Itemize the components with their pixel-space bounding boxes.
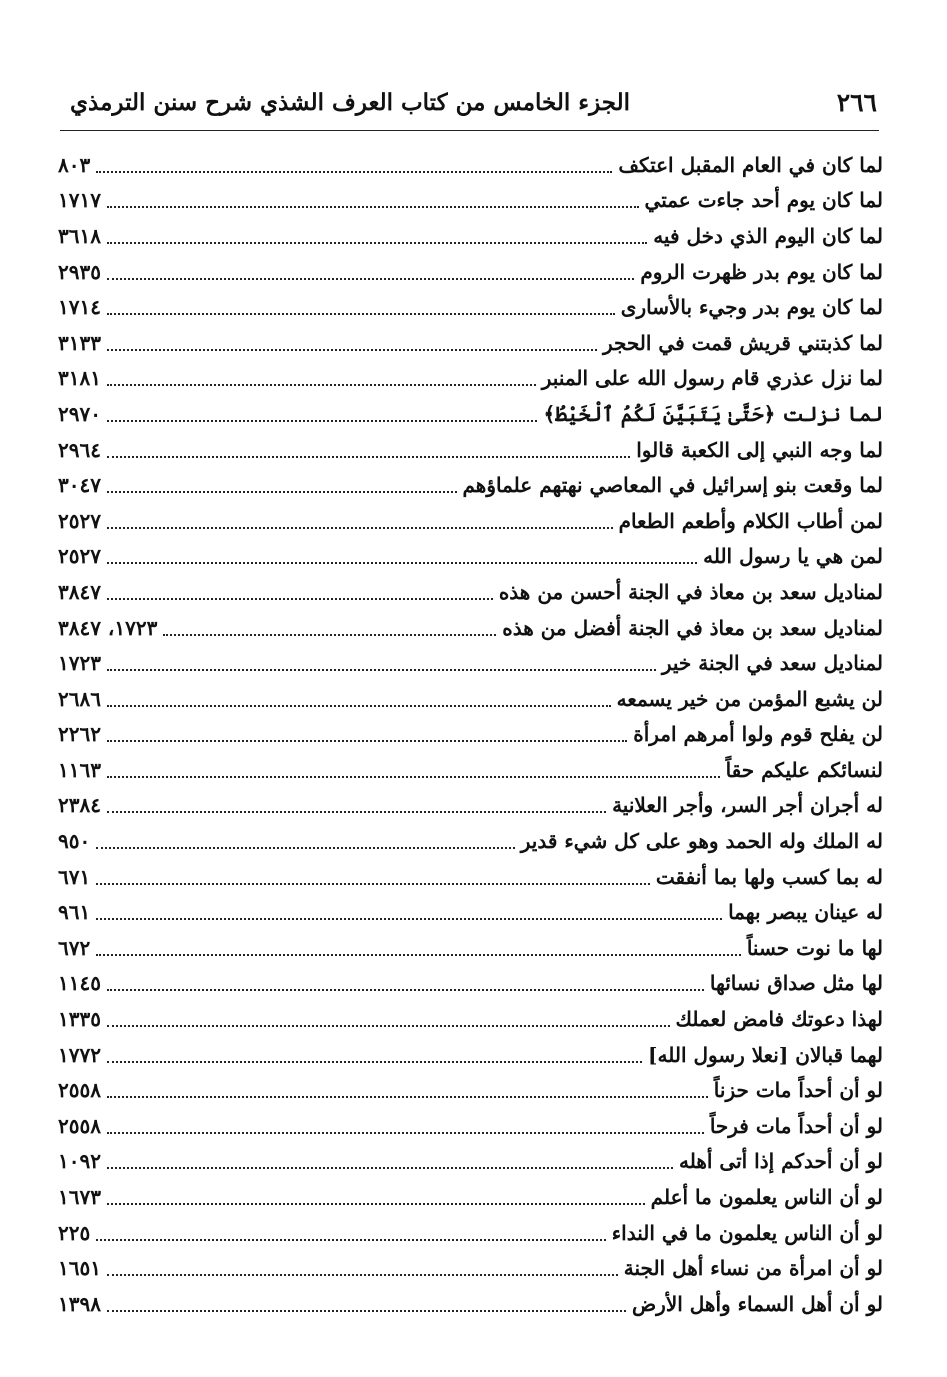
index-entry: [58, 788, 883, 824]
entry-reference-number: ١٧٧٢: [58, 1042, 101, 1067]
entry-text: له أجران أجر السر، وأجر العلانية: [612, 793, 883, 818]
index-entry: [58, 254, 883, 290]
index-entry: [58, 218, 883, 254]
dot-leader: [96, 1239, 606, 1241]
entry-reference-number: ٢٣٨٤: [58, 793, 101, 818]
entry-reference-number: ٨٠٣: [58, 152, 91, 177]
index-entry: [58, 574, 883, 610]
dot-leader: [107, 491, 457, 493]
index-entry: [58, 1037, 883, 1073]
dot-leader: [107, 740, 627, 742]
page-number: ٢٦٦: [836, 87, 877, 117]
index-entry: [58, 1001, 883, 1037]
entry-text: لما كان يوم بدر ظهرت الروم: [640, 259, 883, 284]
entry-reference-number: ١٣٣٥: [58, 1007, 101, 1032]
dot-leader: [107, 242, 647, 244]
entry-text: لما نزلت ﴿حَتَّىٰ يَتَبَيَّنَ لَكُمُ ٱلْخَيْطُ﴾: [543, 401, 883, 426]
entry-text: لو أن الناس يعلمون ما في النداء: [611, 1220, 883, 1245]
entry-text: لهذا دعوتك فامض لعملك: [675, 1007, 883, 1032]
entry-text: لمن هي يا رسول الله: [703, 544, 883, 569]
entry-reference-number: ٢٥٢٧: [58, 544, 101, 569]
dot-leader: [107, 313, 615, 315]
dot-leader: [96, 954, 741, 956]
entry-reference-number: ٢٦٨٦: [58, 686, 101, 711]
index-entry: [58, 147, 883, 183]
entry-reference-number: ١٠٩٢: [58, 1149, 101, 1174]
entry-text: لما نزل عذري قام رسول الله على المنبر: [541, 366, 883, 391]
index-entry: [58, 681, 883, 717]
index-entry: [58, 361, 883, 397]
index-entry: [58, 325, 883, 361]
entry-text: لها مثل صداق نسائها: [709, 971, 883, 996]
entry-reference-number: ١١٦٣: [58, 757, 101, 782]
entry-reference-number: ٦٧١: [58, 864, 91, 889]
dot-leader: [107, 705, 611, 707]
entry-text: لمن أطاب الكلام وأطعم الطعام: [618, 508, 883, 533]
dot-leader: [107, 598, 493, 600]
entry-text: لمناديل سعد في الجنة خير: [661, 651, 883, 676]
entry-reference-number: ١٦٧٣: [58, 1185, 101, 1210]
entry-reference-number: ٣١٨١: [58, 366, 101, 391]
index-entry: [58, 432, 883, 468]
index-entry: [58, 610, 883, 646]
header-rule: [60, 130, 879, 131]
index-entry: [58, 859, 883, 895]
entry-text: لو أن أحدكم إذا أتى أهله: [679, 1149, 883, 1174]
entry-reference-number: ١٧٢٣، ٣٨٤٧: [58, 615, 158, 640]
entry-reference-number: ٣٦١٨: [58, 223, 101, 248]
dot-leader: [107, 384, 536, 386]
entry-reference-number: ٦٧٢: [58, 935, 91, 960]
index-entry: [58, 1144, 883, 1180]
index-entry: [58, 1286, 883, 1322]
index-entry: [58, 823, 883, 859]
entry-reference-number: ٢٩٧٠: [58, 401, 101, 426]
index-entries: [58, 147, 883, 1322]
dot-leader: [107, 1096, 708, 1098]
page-header: [70, 82, 877, 122]
entry-reference-number: ٢٩٣٥: [58, 259, 101, 284]
entry-reference-number: ٢٢٥: [58, 1220, 91, 1245]
dot-leader: [96, 171, 612, 173]
dot-leader: [107, 1167, 673, 1169]
dot-leader: [107, 776, 720, 778]
entry-text: لما وقعت بنو إسرائيل في المعاصي نهتهم علماؤهم: [462, 473, 883, 498]
dot-leader: [107, 1132, 704, 1134]
dot-leader: [107, 1025, 670, 1027]
entry-reference-number: ١٣٩٨: [58, 1291, 101, 1316]
index-entry: [58, 289, 883, 325]
index-entry: [58, 752, 883, 788]
entry-text: لما كان اليوم الذي دخل فيه: [653, 223, 883, 248]
entry-reference-number: ١٧١٤: [58, 295, 101, 320]
entry-text: له عينان يبصر بهما: [728, 900, 883, 925]
entry-text: لو أن أحداً مات فرحاً: [709, 1113, 883, 1138]
dot-leader: [163, 634, 496, 636]
entry-text: لو أن أحداً مات حزناً: [713, 1078, 883, 1103]
index-entry: [58, 717, 883, 753]
entry-reference-number: ٩٦١: [58, 900, 91, 925]
index-entry: [58, 396, 883, 432]
index-entry: [58, 503, 883, 539]
dot-leader: [96, 847, 515, 849]
entry-text: لو أن امرأة من نساء أهل الجنة: [623, 1256, 883, 1281]
entry-text: لما كان يوم بدر وجيء بالأسارى: [620, 295, 883, 320]
entry-text: لمناديل سعد بن معاذ في الجنة أحسن من هذه: [498, 579, 883, 604]
dot-leader: [107, 420, 538, 422]
entry-reference-number: ٢٢٦٢: [58, 722, 101, 747]
dot-leader: [96, 883, 650, 885]
entry-text: لمناديل سعد بن معاذ في الجنة أفضل من هذه: [502, 615, 883, 640]
entry-reference-number: ٢٥٥٨: [58, 1113, 101, 1138]
dot-leader: [107, 1310, 626, 1312]
dot-leader: [107, 1061, 642, 1063]
entry-text: لما كان في العام المقبل اعتكف: [618, 152, 883, 177]
index-entry: [58, 183, 883, 219]
entry-text: لهما قبالان [نعلا رسول الله]: [648, 1042, 883, 1067]
dot-leader: [107, 1274, 618, 1276]
dot-leader: [107, 669, 656, 671]
dot-leader: [107, 989, 704, 991]
index-entry: [58, 1179, 883, 1215]
entry-reference-number: ٣٠٤٧: [58, 473, 101, 498]
entry-reference-number: ٢٩٦٤: [58, 437, 101, 462]
entry-reference-number: ٢٥٢٧: [58, 508, 101, 533]
index-entry: [58, 467, 883, 503]
entry-reference-number: ٣٨٤٧: [58, 579, 101, 604]
entry-reference-number: ١٧١٧: [58, 188, 101, 213]
index-entry: [58, 894, 883, 930]
dot-leader: [107, 811, 606, 813]
entry-reference-number: ١٦٥١: [58, 1256, 101, 1281]
dot-leader: [107, 349, 597, 351]
entry-reference-number: ٣١٣٣: [58, 330, 101, 355]
entry-text: له الملك وله الحمد وهو على كل شيء قدير: [520, 829, 883, 854]
dot-leader: [96, 918, 722, 920]
entry-reference-number: ١١٤٥: [58, 971, 101, 996]
entry-reference-number: ٩٥٠: [58, 829, 91, 854]
entry-text: له بما كسب ولها بما أنفقت: [655, 864, 883, 889]
dot-leader: [107, 278, 634, 280]
index-entry: [58, 1108, 883, 1144]
index-entry: [58, 1250, 883, 1286]
entry-text: لو أن الناس يعلمون ما أعلم: [650, 1185, 883, 1210]
entry-text: لو أن أهل السماء وأهل الأرض: [632, 1291, 883, 1316]
entry-text: لما وجه النبي إلى الكعبة قالوا: [636, 437, 883, 462]
dot-leader: [107, 1203, 645, 1205]
entry-text: لما كذبتني قريش قمت في الحجر: [602, 330, 883, 355]
dot-leader: [107, 456, 630, 458]
entry-text: لن يفلح قوم ولوا أمرهم امرأة: [633, 722, 883, 747]
index-entry: [58, 539, 883, 575]
running-title: الجزء الخامس من كتاب العرف الشذي شرح سنن الترمذي: [70, 88, 631, 116]
index-entry: [58, 1215, 883, 1251]
entry-reference-number: ٢٥٥٨: [58, 1078, 101, 1103]
index-entry: [58, 966, 883, 1002]
dot-leader: [107, 562, 697, 564]
dot-leader: [107, 206, 639, 208]
index-entry: [58, 645, 883, 681]
dot-leader: [107, 527, 613, 529]
entry-text: لما كان يوم أحد جاءت عمتي: [644, 188, 883, 213]
entry-text: لن يشبع المؤمن من خير يسمعه: [616, 686, 883, 711]
entry-text: لنسائكم عليكم حقاً: [725, 757, 883, 782]
index-entry: [58, 930, 883, 966]
entry-text: لها ما نوت حسناً: [746, 935, 883, 960]
entry-reference-number: ١٧٢٣: [58, 651, 101, 676]
index-entry: [58, 1072, 883, 1108]
